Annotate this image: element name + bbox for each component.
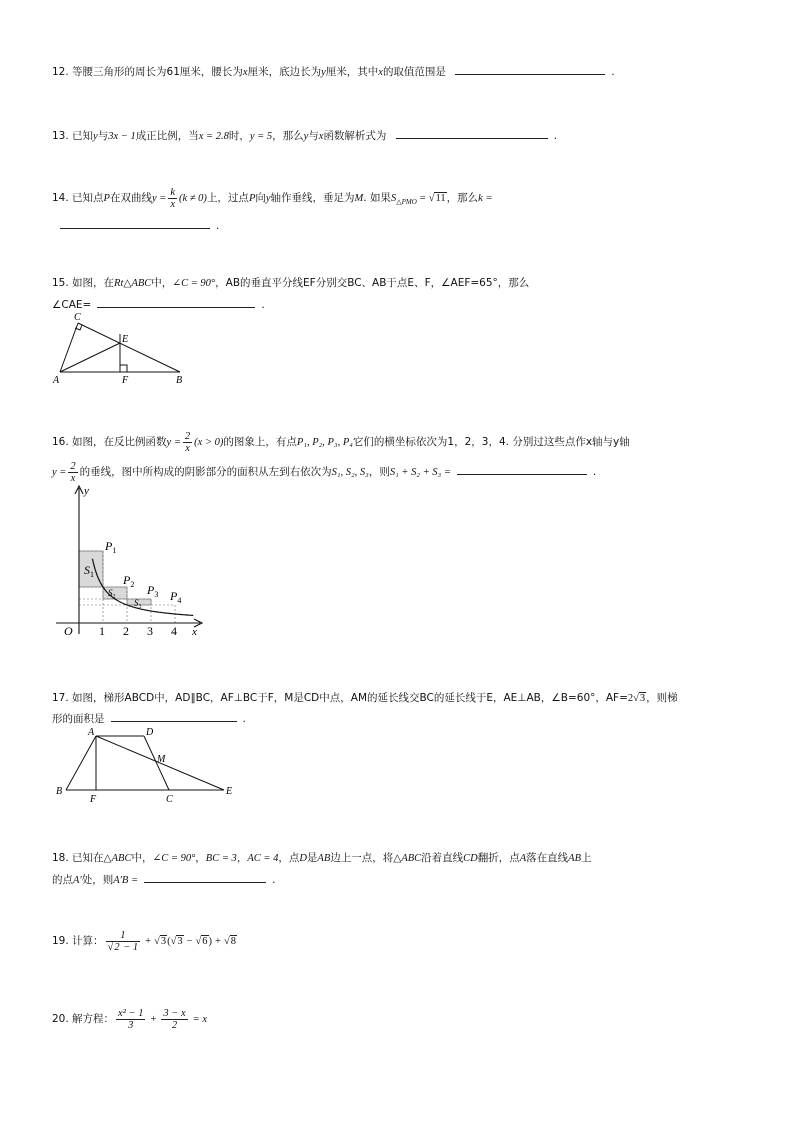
figure-q15-triangle: [50, 310, 200, 390]
label-C: C: [166, 794, 173, 805]
operator: +: [215, 936, 221, 947]
var-y: y: [265, 193, 271, 204]
var-x: x: [242, 67, 248, 78]
label-P2: $P_2$: [123, 573, 135, 589]
triangle-name: △ABC: [393, 853, 422, 864]
denominator-rest: − 1: [120, 941, 139, 953]
sqrt-8: √8: [223, 936, 236, 947]
triangle-name: △ABC: [103, 853, 132, 864]
var-x: x: [378, 67, 383, 78]
question-text: 落在直线: [526, 852, 569, 864]
question-text: 的点: [52, 874, 73, 886]
condition: BC = 3: [205, 853, 237, 864]
question-14-line2: [60, 216, 219, 234]
question-17: [52, 690, 678, 707]
label-P1: $P_1$: [105, 539, 117, 555]
condition: ∠C = 90°: [152, 853, 196, 864]
segment-AB: [66, 736, 96, 790]
label-A: A: [53, 375, 60, 386]
question-text: ，那么: [272, 130, 304, 142]
question-text: 已知点: [72, 192, 104, 204]
radicand: 3: [639, 693, 646, 704]
question-text: 向: [255, 192, 266, 204]
sqrt-3: √3: [170, 936, 183, 947]
radicand: 3: [177, 936, 183, 947]
radicand: 2: [114, 941, 120, 953]
label-S3: $S_3$: [134, 598, 142, 610]
question-text: 厘米，其中: [325, 66, 379, 78]
condition: AC = 4: [247, 853, 279, 864]
numerator: 1: [106, 930, 141, 942]
radicand: 3: [160, 936, 167, 947]
equation-lhs: y =: [151, 193, 167, 204]
question-text: 厘米，底边长为: [247, 66, 322, 78]
question-14: [52, 186, 492, 214]
fraction-2-over-x: [68, 461, 77, 484]
question-number: 14.: [52, 192, 69, 204]
var-y: y: [303, 131, 309, 142]
question-text: 如图，在: [72, 277, 115, 289]
question-19: [52, 928, 237, 955]
tick-label-3: 3: [147, 624, 153, 638]
triangle-name: Rt△ABC: [114, 278, 152, 289]
label-D: D: [146, 727, 154, 738]
equation-lhs: y =: [52, 467, 67, 478]
fraction-2-over-x: [183, 431, 192, 454]
answer-blank[interactable]: [457, 462, 587, 475]
operator: +: [150, 1014, 157, 1025]
x-axis-label: x: [192, 626, 197, 638]
period: .: [553, 130, 558, 142]
question-15: [52, 275, 529, 292]
question-text: 的图象上，有点: [223, 436, 297, 448]
sum-expression: S₁ + S₂ + S₃ =: [389, 467, 451, 478]
period: .: [261, 299, 265, 311]
angle-condition: ∠C = 90°: [172, 278, 216, 289]
question-number: 12.: [52, 66, 69, 78]
numerator: k: [170, 186, 176, 198]
var-P: P: [248, 193, 256, 204]
question-text: 在双曲线: [109, 192, 152, 204]
label-B: B: [56, 786, 63, 797]
question-text: 如图，在反比例函数: [72, 436, 167, 448]
expression: 3x − 1: [108, 131, 136, 142]
denominator: x: [70, 472, 76, 484]
label-C: C: [74, 312, 81, 323]
question-text: 上: [581, 852, 592, 864]
label-B: B: [176, 375, 183, 386]
question-text: 计算：: [72, 935, 104, 947]
answer-blank[interactable]: [144, 870, 266, 883]
question-text: 轴作垂线，垂足为: [270, 192, 355, 204]
tick-label-4: 4: [171, 624, 177, 638]
question-text: 中，: [151, 277, 173, 289]
area-symbol: S: [390, 193, 397, 204]
answer-blank[interactable]: [97, 295, 255, 308]
point-list: P₁, P₂, P₃, P₄: [296, 437, 353, 448]
denominator: 2: [171, 1019, 178, 1031]
figure-q17-trapezoid: [52, 722, 242, 806]
question-text: 已知在: [72, 852, 104, 864]
question-text: 的垂线，图中所构成的阴影部分的面积从左到右依次为: [79, 466, 332, 478]
label-F: F: [122, 375, 129, 386]
tick-label-1: 1: [99, 624, 105, 638]
question-text: 如图，梯形ABCD中，AD∥BC，AF⊥BC于F，M是CD中点，AM的延长线交BC的延长线于E，AE⊥AB，∠B=60°，AF=: [72, 692, 628, 704]
operator: −: [186, 936, 193, 947]
var-y: y: [321, 67, 326, 78]
fraction-1: [116, 1008, 145, 1031]
question-18-line2: [52, 870, 275, 889]
var-A: A: [519, 853, 527, 864]
question-text: 它们的横坐标依次为1，2，3，4. 分别过这些点作x轴与y轴: [352, 436, 630, 448]
var-y: y: [93, 131, 98, 142]
sqrt-3: √3: [154, 936, 167, 947]
line-name: CD: [463, 853, 478, 864]
var-A-prime: A′: [73, 875, 82, 886]
question-text: . 如果: [363, 192, 391, 204]
condition: y = 5: [249, 131, 273, 142]
coefficient: 2: [627, 693, 634, 704]
fraction-1-over-sqrt2-minus-1: [106, 930, 141, 953]
question-16: [52, 430, 630, 455]
segment-CB: [78, 323, 180, 372]
question-text: ，则: [368, 466, 390, 478]
y-axis-label: y: [84, 485, 89, 497]
question-text: 与: [308, 130, 319, 142]
question-number: 16.: [52, 436, 69, 448]
question-12: [52, 62, 615, 81]
numerator: x² − 1: [118, 1007, 144, 1019]
question-text: 等腰三角形的周长为61厘米，腰长为: [72, 66, 243, 78]
var-x: x: [318, 131, 324, 142]
question-text: 上，过点: [206, 192, 249, 204]
radicand: 11: [435, 193, 446, 204]
question-20: [52, 1006, 207, 1033]
question-text: 中，: [131, 852, 153, 864]
period: .: [272, 874, 276, 886]
condition: (x > 0): [194, 437, 224, 448]
area-list: S₁, S₂, S₃: [331, 467, 369, 478]
fraction-k-over-x: [168, 187, 177, 210]
question-number: 19.: [52, 935, 69, 947]
question-text: ∠CAE=: [52, 299, 92, 311]
label-E: E: [226, 786, 233, 797]
label-S1: $S_1$: [84, 563, 94, 579]
question-text: 已知: [72, 130, 94, 142]
radicand: 6: [202, 936, 208, 947]
answer-blank[interactable]: [111, 709, 237, 722]
question-text: 是: [306, 852, 318, 864]
question-number: 15.: [52, 277, 69, 289]
period: .: [592, 466, 597, 478]
label-M: M: [157, 754, 166, 765]
label-P4: $P_4$: [170, 589, 182, 605]
question-text: 时，: [228, 130, 250, 142]
denominator: √2 − 1: [107, 941, 139, 953]
label-E: E: [122, 334, 129, 345]
denominator: 3: [128, 1019, 134, 1031]
question-number: 13.: [52, 130, 69, 142]
equation-rhs: = x: [192, 1014, 207, 1025]
paren: (: [167, 936, 171, 947]
sqrt-3: √3: [633, 693, 646, 704]
question-text: 与: [97, 130, 109, 142]
denominator: x: [185, 442, 190, 454]
numerator: 2: [184, 430, 191, 442]
question-number: 18.: [52, 852, 69, 864]
operator: +: [145, 936, 152, 947]
period: .: [216, 220, 220, 232]
question-text: 沿着直线: [421, 852, 464, 864]
question-number: 20.: [52, 1013, 69, 1025]
period: .: [611, 66, 615, 78]
label-P3: $P_3$: [147, 583, 159, 599]
question-text: ，AB的垂直平分线EF分别交BC、AB于点E、F，∠AEF=65°，那么: [215, 277, 530, 289]
question-text: 处，则: [81, 874, 114, 886]
condition: x = 2.8: [198, 131, 229, 142]
answer-blank[interactable]: [396, 126, 548, 139]
segment-expression: A′B =: [113, 875, 139, 886]
question-text: 的取值范围是: [382, 66, 446, 78]
period: .: [242, 713, 246, 725]
answer-blank[interactable]: [60, 216, 210, 229]
figure-q16-graph: [50, 482, 210, 644]
question-text: 形的面积是: [52, 713, 105, 725]
equals-sign: =: [419, 193, 426, 204]
question-text: 成正比例，当: [135, 130, 199, 142]
var-M: M: [354, 193, 364, 204]
condition: (k ≠ 0): [179, 193, 207, 204]
question-18: 18. 已知在△ABC中，∠C = 90°，BC = 3，AC = 4，点D是AB边上一点，将△ABC沿着直线CD翻折，点A落在直线AB上: [52, 852, 592, 864]
equation-lhs: y =: [166, 437, 181, 448]
var-k: k =: [478, 193, 493, 204]
numerator: 3 − x: [163, 1007, 186, 1019]
var-D: D: [299, 853, 307, 864]
segment-name: AB: [317, 853, 331, 864]
question-text: 函数解析式为: [323, 130, 387, 142]
radicand: 8: [230, 936, 236, 947]
tick-label-2: 2: [123, 624, 129, 638]
question-text: ，则梯: [646, 692, 678, 704]
label-F: F: [90, 794, 97, 805]
line-name: AB: [568, 853, 581, 864]
fraction-2: [161, 1008, 187, 1031]
question-text: ，点: [278, 852, 300, 864]
denominator: x: [170, 198, 176, 210]
origin-label: O: [64, 624, 73, 638]
right-angle-mark-F: [120, 365, 127, 372]
sqrt-6: √6: [195, 936, 208, 947]
question-text: 边上一点，将: [330, 852, 394, 864]
label-A: A: [88, 727, 95, 738]
question-13: [52, 126, 557, 145]
question-text: ，那么: [446, 192, 479, 204]
question-text: 解方程：: [72, 1013, 115, 1025]
area-subscript: △PMO: [396, 198, 417, 207]
label-S2: $S_2$: [108, 588, 116, 600]
question-text: 翻折，点: [477, 852, 520, 864]
var-P: P: [103, 193, 110, 204]
paren: ): [208, 936, 213, 947]
sqrt-11: √11: [428, 193, 446, 204]
answer-blank[interactable]: [455, 62, 605, 75]
question-number: 17.: [52, 692, 69, 704]
numerator: 2: [70, 460, 76, 472]
